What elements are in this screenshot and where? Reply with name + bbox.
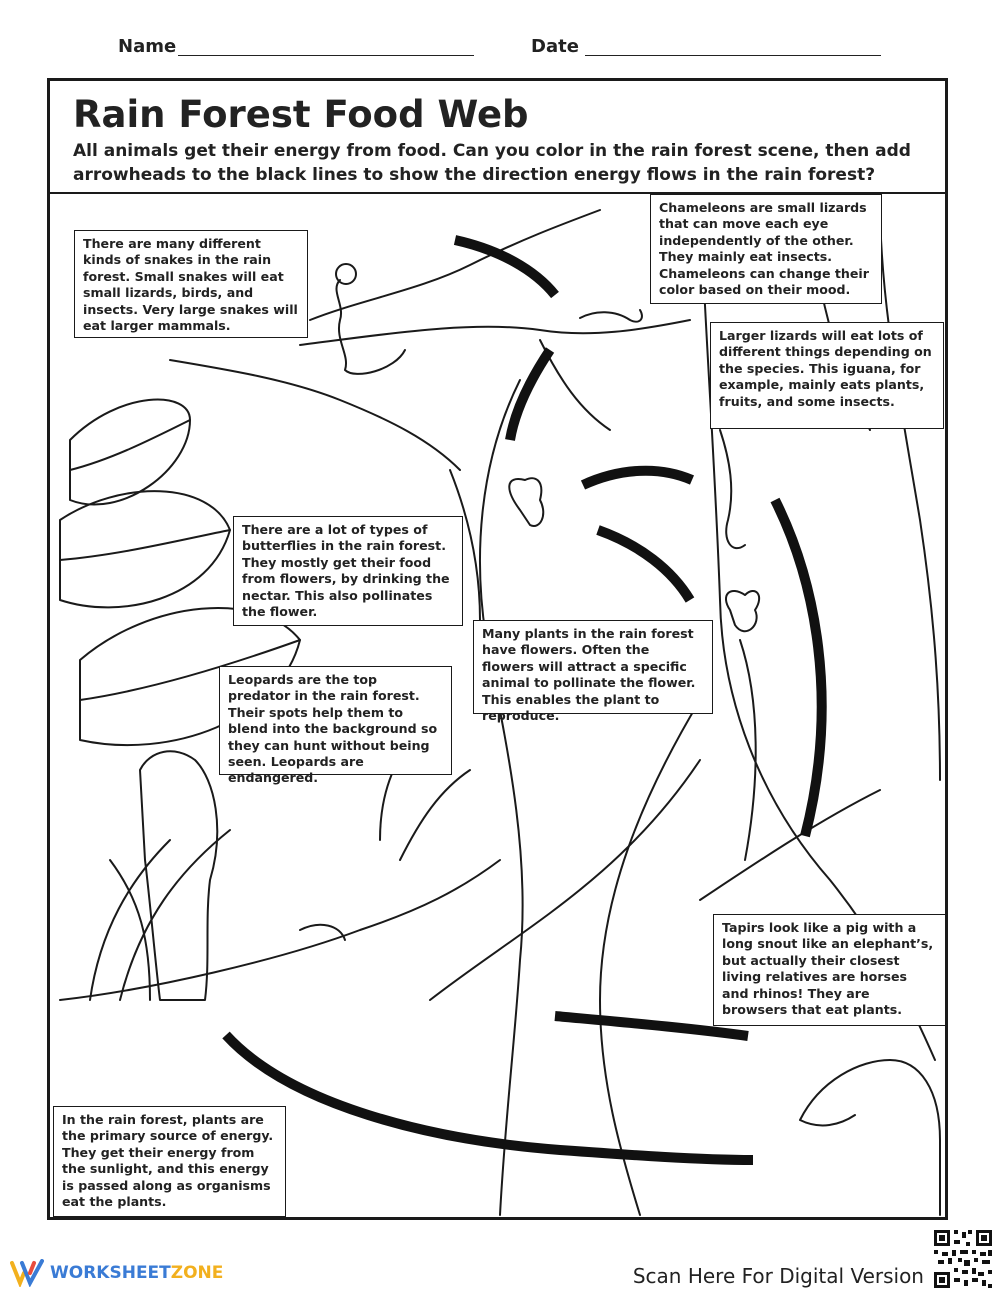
leaf-vein-2 — [60, 530, 230, 560]
snake-on-branch — [336, 280, 405, 374]
leopard-body — [140, 751, 217, 1000]
energy-line-plants — [226, 1035, 753, 1160]
snakes-info-box: There are many different kinds of snakes in the rain forest. Small snakes will eat small lizards, birds, and insects. Very large snakes will eat larger mammals. — [74, 230, 308, 338]
brand-accent: ZONE — [170, 1263, 224, 1283]
energy-line-chameleon — [510, 350, 550, 440]
qr-code-icon[interactable] — [932, 1228, 994, 1290]
energy-line-flower — [598, 530, 690, 600]
butterfly — [509, 478, 543, 526]
upper-branch — [310, 210, 600, 320]
leopards-info-box: Leopards are the top predator in the rain forest. Their spots help them to blend into the background so they can hunt without being seen. Leopards are endangered. — [219, 666, 452, 775]
chameleon — [580, 310, 642, 322]
scan-text: Scan Here For Digital Version — [632, 1264, 924, 1288]
energy-line-iguana — [775, 500, 822, 836]
vine — [740, 640, 756, 860]
iguana — [720, 430, 745, 548]
brand-logo[interactable] — [10, 1258, 223, 1288]
date-label: Date — [531, 36, 579, 57]
snake-head — [336, 264, 356, 284]
branch-twig — [170, 360, 460, 470]
lizards-info-box: Larger lizards will eat lots of different things depending on the species. This iguana, for example, mainly eats plants, fruits, and some insects. — [710, 322, 944, 429]
leaf-large — [70, 400, 190, 505]
name-label: Name — [118, 36, 177, 57]
butterfly-2 — [726, 591, 759, 631]
tapir — [800, 1060, 940, 1215]
energy-info-box: In the rain forest, plants are the primary source of energy. They get their energy from the sunlight, and this energy is passed along as organisms eat the plants. — [53, 1106, 286, 1217]
page-title: Rain Forest Food Web — [73, 93, 529, 136]
butterflies-info-box: There are a lot of types of butterflies in the rain forest. They mostly get their food from flowers, by drinking the nectar. This also pollinates the flower. — [233, 516, 463, 626]
leaf-vein — [70, 420, 190, 470]
brand-name: WORKSHEET — [50, 1263, 171, 1283]
name-line[interactable] — [178, 55, 474, 56]
central-trunk-right — [600, 700, 700, 1215]
energy-line-butterfly — [583, 471, 692, 485]
tree-trunk-right-edge — [880, 200, 940, 780]
date-line[interactable] — [585, 55, 881, 56]
worksheetzone-logo-icon — [10, 1259, 44, 1287]
upper-branch-2 — [300, 320, 690, 345]
instructions: All animals get their energy from food. Can you color in the rain forest scene, then add arrowheads to the black lines to show the direction energy flows in the rain forest? — [73, 141, 911, 185]
plants-info-box: Many plants in the rain forest have flowers. Often the flowers will attract a specific animal to pollinate the flower. This enables the plant to reproduce. — [473, 620, 713, 714]
leaf-large-2 — [60, 491, 230, 607]
chameleons-info-box: Chameleons are small lizards that can move each eye independently of the other. They mainly eat insects. Chameleons can change their color based on their mood. — [650, 194, 882, 304]
tapirs-info-box: Tapirs look like a pig with a long snout like an elephant’s, but actually their closest living relatives are horses and rhinos! They are browsers that eat plants. — [713, 914, 946, 1026]
